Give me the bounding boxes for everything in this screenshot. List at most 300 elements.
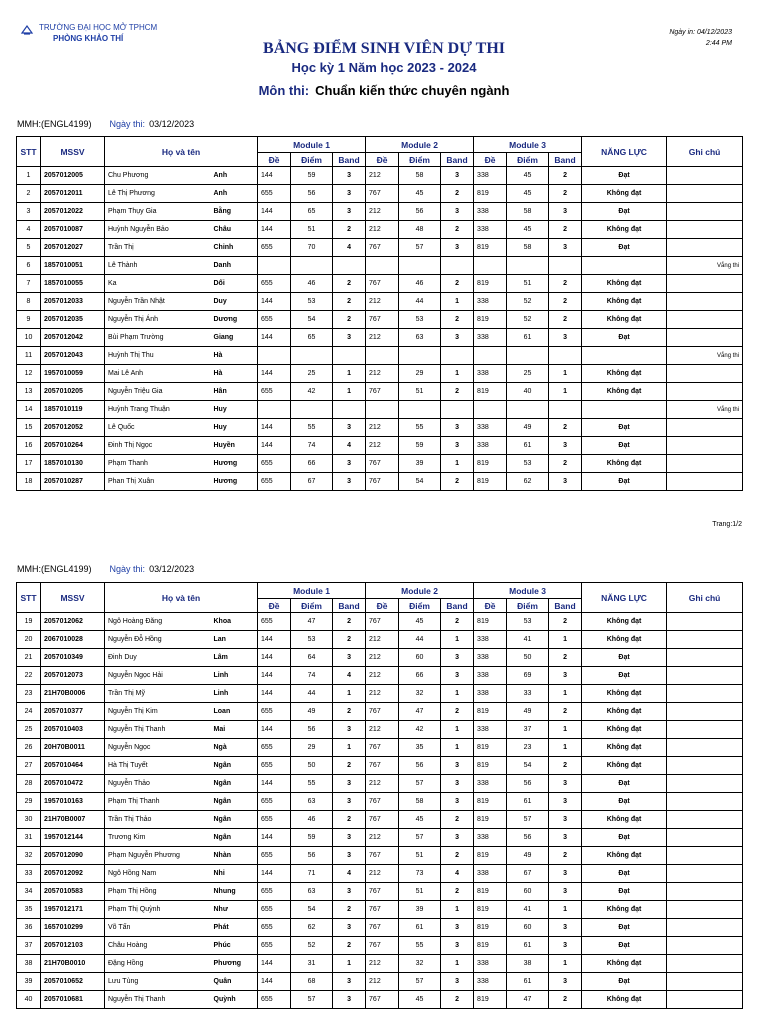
nang-luc-cell: Không đạt xyxy=(582,703,667,721)
table-row xyxy=(17,721,743,739)
m2-de-cell: 212 xyxy=(366,419,399,437)
m1-de-cell: 144 xyxy=(258,329,291,347)
course-code: MMH:(ENGL4199) xyxy=(17,564,92,574)
stt-cell: 31 xyxy=(17,829,41,847)
m2-diem-cell: 73 xyxy=(399,865,441,883)
subject-line xyxy=(0,83,768,98)
m1-de-cell: 144 xyxy=(258,721,291,739)
ghi-chu-cell xyxy=(667,203,743,221)
m2-de-cell xyxy=(366,401,399,419)
m1-band-cell: 2 xyxy=(333,613,366,631)
m2-band-cell: 2 xyxy=(441,883,474,901)
m2-de-cell: 212 xyxy=(366,829,399,847)
m1-diem-cell: 46 xyxy=(291,275,333,293)
mssv-cell: 2057010349 xyxy=(41,649,105,667)
nang-luc-cell: Đạt xyxy=(582,793,667,811)
given-name-cell: Hà xyxy=(211,365,258,383)
header-module-1: Module 1 xyxy=(258,137,366,153)
m3-de-cell: 338 xyxy=(474,329,507,347)
header-diem: Điểm xyxy=(399,599,441,613)
ghi-chu-cell xyxy=(667,901,743,919)
surname-cell: Huỳnh Thị Thu xyxy=(105,347,211,365)
m3-de-cell xyxy=(474,257,507,275)
ghi-chu-cell xyxy=(667,383,743,401)
m1-band-cell: 2 xyxy=(333,757,366,775)
given-name-cell: Duy xyxy=(211,293,258,311)
m2-band-cell: 2 xyxy=(441,311,474,329)
m3-de-cell: 338 xyxy=(474,437,507,455)
table-row xyxy=(17,401,743,419)
m3-de-cell: 338 xyxy=(474,685,507,703)
m1-diem-cell: 74 xyxy=(291,667,333,685)
m3-diem-cell: 61 xyxy=(507,437,549,455)
m1-diem-cell xyxy=(291,347,333,365)
mssv-cell: 1957012171 xyxy=(41,901,105,919)
m1-diem-cell xyxy=(291,401,333,419)
stt-cell: 37 xyxy=(17,937,41,955)
m1-diem-cell: 31 xyxy=(291,955,333,973)
table-row xyxy=(17,883,743,901)
stt-cell: 35 xyxy=(17,901,41,919)
m3-de-cell: 338 xyxy=(474,167,507,185)
m3-band-cell: 2 xyxy=(549,221,582,239)
m2-diem-cell: 57 xyxy=(399,973,441,991)
given-name-cell: Hương xyxy=(211,473,258,491)
given-name-cell: Danh xyxy=(211,257,258,275)
m2-band-cell: 1 xyxy=(441,901,474,919)
m2-band-cell: 2 xyxy=(441,847,474,865)
m2-de-cell: 212 xyxy=(366,631,399,649)
surname-cell: Nguyễn Thảo xyxy=(105,775,211,793)
m1-diem-cell: 68 xyxy=(291,973,333,991)
surname-cell: Trần Thị Mỹ xyxy=(105,685,211,703)
m2-de-cell: 767 xyxy=(366,919,399,937)
stt-cell: 6 xyxy=(17,257,41,275)
m1-de-cell: 144 xyxy=(258,775,291,793)
m3-de-cell: 338 xyxy=(474,667,507,685)
given-name-cell: Hà xyxy=(211,347,258,365)
m2-de-cell: 212 xyxy=(366,293,399,311)
m1-band-cell: 1 xyxy=(333,955,366,973)
m2-de-cell: 767 xyxy=(366,383,399,401)
ghi-chu-cell xyxy=(667,293,743,311)
m3-band-cell: 3 xyxy=(549,437,582,455)
stt-cell: 9 xyxy=(17,311,41,329)
given-name-cell: Hân xyxy=(211,383,258,401)
m2-diem-cell: 45 xyxy=(399,991,441,1009)
m1-de-cell: 655 xyxy=(258,239,291,257)
ghi-chu-cell xyxy=(667,275,743,293)
m2-band-cell: 1 xyxy=(441,955,474,973)
m3-diem-cell: 37 xyxy=(507,721,549,739)
m3-band-cell: 3 xyxy=(549,811,582,829)
nang-luc-cell: Không đạt xyxy=(582,721,667,739)
m3-band-cell xyxy=(549,257,582,275)
m3-diem-cell: 61 xyxy=(507,937,549,955)
table-row xyxy=(17,991,743,1009)
m1-de-cell xyxy=(258,401,291,419)
m1-de-cell: 655 xyxy=(258,883,291,901)
stt-cell: 25 xyxy=(17,721,41,739)
stt-cell: 11 xyxy=(17,347,41,365)
m1-diem-cell: 70 xyxy=(291,239,333,257)
m2-diem-cell: 44 xyxy=(399,631,441,649)
m3-diem-cell xyxy=(507,347,549,365)
stt-cell: 12 xyxy=(17,365,41,383)
m1-diem-cell: 56 xyxy=(291,721,333,739)
stt-cell: 29 xyxy=(17,793,41,811)
m3-band-cell: 3 xyxy=(549,865,582,883)
m3-diem-cell: 52 xyxy=(507,293,549,311)
page-number: Trang:1/2 xyxy=(712,521,742,528)
given-name-cell: Khoa xyxy=(211,613,258,631)
stt-cell: 39 xyxy=(17,973,41,991)
mssv-cell: 2057010583 xyxy=(41,883,105,901)
m2-band-cell: 3 xyxy=(441,437,474,455)
stt-cell: 24 xyxy=(17,703,41,721)
m3-de-cell: 338 xyxy=(474,649,507,667)
table-row xyxy=(17,365,743,383)
m1-band-cell xyxy=(333,401,366,419)
surname-cell: Trương Kim xyxy=(105,829,211,847)
header-band: Band xyxy=(333,153,366,167)
m3-diem-cell: 49 xyxy=(507,419,549,437)
header-mssv: MSSV xyxy=(41,137,105,167)
m1-band-cell: 1 xyxy=(333,739,366,757)
m2-band-cell: 3 xyxy=(441,667,474,685)
m3-de-cell: 338 xyxy=(474,829,507,847)
nang-luc-cell: Không đạt xyxy=(582,739,667,757)
surname-cell: Hà Thị Tuyết xyxy=(105,757,211,775)
m2-de-cell: 212 xyxy=(366,973,399,991)
header-band: Band xyxy=(549,153,582,167)
m3-band-cell: 1 xyxy=(549,365,582,383)
m3-band-cell: 3 xyxy=(549,919,582,937)
m3-band-cell: 2 xyxy=(549,275,582,293)
header-de: Đề xyxy=(258,599,291,613)
nang-luc-cell: Đạt xyxy=(582,419,667,437)
m3-band-cell: 2 xyxy=(549,455,582,473)
ghi-chu-cell xyxy=(667,775,743,793)
m1-diem-cell: 55 xyxy=(291,419,333,437)
table-row xyxy=(17,185,743,203)
m2-band-cell: 4 xyxy=(441,865,474,883)
m2-diem-cell xyxy=(399,401,441,419)
m3-diem-cell: 56 xyxy=(507,829,549,847)
m1-band-cell: 4 xyxy=(333,667,366,685)
m2-de-cell: 212 xyxy=(366,667,399,685)
table-row xyxy=(17,437,743,455)
m3-de-cell: 819 xyxy=(474,919,507,937)
nang-luc-cell: Đạt xyxy=(582,649,667,667)
m1-de-cell: 655 xyxy=(258,757,291,775)
course-code: MMH:(ENGL4199) xyxy=(17,119,92,129)
m1-band-cell: 2 xyxy=(333,631,366,649)
table-row xyxy=(17,829,743,847)
stt-cell: 19 xyxy=(17,613,41,631)
header-band: Band xyxy=(441,599,474,613)
m3-band-cell: 2 xyxy=(549,311,582,329)
m2-diem-cell: 57 xyxy=(399,829,441,847)
mssv-cell: 2057012033 xyxy=(41,293,105,311)
surname-cell: Lưu Tùng xyxy=(105,973,211,991)
table-row xyxy=(17,167,743,185)
given-name-cell: Linh xyxy=(211,667,258,685)
m1-band-cell: 2 xyxy=(333,937,366,955)
m2-band-cell: 1 xyxy=(441,685,474,703)
stt-cell: 36 xyxy=(17,919,41,937)
m3-de-cell: 819 xyxy=(474,811,507,829)
m2-band-cell: 3 xyxy=(441,419,474,437)
m3-band-cell: 3 xyxy=(549,793,582,811)
ghi-chu-cell: Vắng thi xyxy=(667,257,743,275)
m2-band-cell: 3 xyxy=(441,649,474,667)
m2-diem-cell: 45 xyxy=(399,811,441,829)
m1-diem-cell: 56 xyxy=(291,185,333,203)
m3-band-cell: 3 xyxy=(549,203,582,221)
table-row xyxy=(17,667,743,685)
m2-band-cell: 1 xyxy=(441,455,474,473)
mssv-cell: 2057010403 xyxy=(41,721,105,739)
stt-cell: 20 xyxy=(17,631,41,649)
m3-band-cell: 3 xyxy=(549,775,582,793)
m1-band-cell: 4 xyxy=(333,437,366,455)
surname-cell: Phan Thị Xuân xyxy=(105,473,211,491)
m3-band-cell: 2 xyxy=(549,649,582,667)
m3-de-cell: 819 xyxy=(474,185,507,203)
mssv-cell: 1657010299 xyxy=(41,919,105,937)
m3-band-cell: 2 xyxy=(549,613,582,631)
table-row xyxy=(17,347,743,365)
table-row xyxy=(17,649,743,667)
m1-de-cell: 144 xyxy=(258,293,291,311)
m2-diem-cell: 58 xyxy=(399,167,441,185)
ghi-chu-cell xyxy=(667,793,743,811)
m2-de-cell: 212 xyxy=(366,365,399,383)
m1-de-cell: 144 xyxy=(258,649,291,667)
page-title: BẢNG ĐIỂM SINH VIÊN DỰ THI xyxy=(263,40,505,57)
table-row xyxy=(17,419,743,437)
m2-de-cell: 767 xyxy=(366,311,399,329)
m3-band-cell: 3 xyxy=(549,883,582,901)
table-row xyxy=(17,775,743,793)
surname-cell: Phạm Thanh xyxy=(105,455,211,473)
surname-cell: Lê Thị Phương xyxy=(105,185,211,203)
mssv-cell: 2057012042 xyxy=(41,329,105,347)
m2-de-cell: 212 xyxy=(366,955,399,973)
given-name-cell: Ngân xyxy=(211,829,258,847)
ghi-chu-cell xyxy=(667,419,743,437)
m1-band-cell: 2 xyxy=(333,293,366,311)
m3-diem-cell: 52 xyxy=(507,311,549,329)
mssv-cell: 2057012090 xyxy=(41,847,105,865)
nang-luc-cell: Đạt xyxy=(582,437,667,455)
m1-diem-cell: 44 xyxy=(291,685,333,703)
m3-band-cell: 1 xyxy=(549,383,582,401)
m3-de-cell: 819 xyxy=(474,311,507,329)
surname-cell: Nguyễn Ngọc xyxy=(105,739,211,757)
m1-band-cell: 3 xyxy=(333,473,366,491)
m2-diem-cell: 39 xyxy=(399,901,441,919)
given-name-cell: Mai xyxy=(211,721,258,739)
ghi-chu-cell xyxy=(667,455,743,473)
m1-band-cell: 3 xyxy=(333,419,366,437)
m3-diem-cell: 25 xyxy=(507,365,549,383)
m3-diem-cell: 41 xyxy=(507,901,549,919)
m2-de-cell: 767 xyxy=(366,847,399,865)
m2-diem-cell: 63 xyxy=(399,329,441,347)
header-ghi-chu: Ghi chú xyxy=(667,583,743,613)
ghi-chu-cell xyxy=(667,667,743,685)
given-name-cell: Chinh xyxy=(211,239,258,257)
table-row xyxy=(17,739,743,757)
given-name-cell: Ngân xyxy=(211,757,258,775)
given-name-cell: Lâm xyxy=(211,649,258,667)
given-name-cell: Huy xyxy=(211,401,258,419)
m2-de-cell: 767 xyxy=(366,937,399,955)
mssv-cell: 21H70B0007 xyxy=(41,811,105,829)
ghi-chu-cell: Vắng thi xyxy=(667,401,743,419)
surname-cell: Võ Tấn xyxy=(105,919,211,937)
m3-diem-cell: 61 xyxy=(507,973,549,991)
nang-luc-cell: Không đạt xyxy=(582,757,667,775)
m1-band-cell: 2 xyxy=(333,811,366,829)
m3-de-cell: 338 xyxy=(474,631,507,649)
ghi-chu-cell xyxy=(667,721,743,739)
mssv-cell: 2057012011 xyxy=(41,185,105,203)
m3-de-cell: 819 xyxy=(474,473,507,491)
m3-band-cell: 1 xyxy=(549,721,582,739)
m3-diem-cell: 45 xyxy=(507,221,549,239)
header-ghi-chu: Ghi chú xyxy=(667,137,743,167)
m2-diem-cell: 57 xyxy=(399,239,441,257)
m2-diem-cell: 54 xyxy=(399,473,441,491)
exam-meta-1 xyxy=(17,119,194,129)
m1-band-cell: 2 xyxy=(333,221,366,239)
given-name-cell: Nhung xyxy=(211,883,258,901)
m2-band-cell: 3 xyxy=(441,793,474,811)
given-name-cell: Như xyxy=(211,901,258,919)
m2-band-cell: 3 xyxy=(441,919,474,937)
stt-cell: 21 xyxy=(17,649,41,667)
m1-diem-cell: 55 xyxy=(291,775,333,793)
ghi-chu-cell xyxy=(667,167,743,185)
m2-de-cell: 212 xyxy=(366,775,399,793)
m3-band-cell: 1 xyxy=(549,739,582,757)
m2-band-cell: 2 xyxy=(441,703,474,721)
surname-cell: Lê Quốc xyxy=(105,419,211,437)
stt-cell: 28 xyxy=(17,775,41,793)
m1-de-cell: 144 xyxy=(258,167,291,185)
ghi-chu-cell xyxy=(667,311,743,329)
m3-band-cell: 3 xyxy=(549,329,582,347)
surname-cell: Đinh Duy xyxy=(105,649,211,667)
surname-cell: Lê Thành xyxy=(105,257,211,275)
m2-diem-cell: 32 xyxy=(399,685,441,703)
stt-cell: 18 xyxy=(17,473,41,491)
m2-diem-cell: 42 xyxy=(399,721,441,739)
m3-diem-cell: 47 xyxy=(507,991,549,1009)
surname-cell: Phạm Thụy Gia xyxy=(105,203,211,221)
m1-band-cell: 1 xyxy=(333,685,366,703)
m2-band-cell: 1 xyxy=(441,721,474,739)
stt-cell: 7 xyxy=(17,275,41,293)
m1-diem-cell: 51 xyxy=(291,221,333,239)
m2-diem-cell: 48 xyxy=(399,221,441,239)
header-nang-luc: NĂNG LỰC xyxy=(582,583,667,613)
mssv-cell: 2057010087 xyxy=(41,221,105,239)
nang-luc-cell: Không đạt xyxy=(582,613,667,631)
header-diem: Điểm xyxy=(507,153,549,167)
m3-de-cell: 338 xyxy=(474,221,507,239)
m2-band-cell: 3 xyxy=(441,239,474,257)
m2-band-cell: 1 xyxy=(441,631,474,649)
m1-de-cell: 655 xyxy=(258,275,291,293)
header-band: Band xyxy=(333,599,366,613)
m3-de-cell: 338 xyxy=(474,203,507,221)
exam-date-label: Ngày thi: xyxy=(109,119,146,129)
m1-de-cell: 144 xyxy=(258,829,291,847)
m1-diem-cell: 74 xyxy=(291,437,333,455)
surname-cell: Mai Lê Anh xyxy=(105,365,211,383)
header-de: Đề xyxy=(366,599,399,613)
stt-cell: 30 xyxy=(17,811,41,829)
m3-diem-cell: 62 xyxy=(507,473,549,491)
ghi-chu-cell xyxy=(667,757,743,775)
given-name-cell: Phương xyxy=(211,955,258,973)
mssv-cell: 2057012043 xyxy=(41,347,105,365)
m3-diem-cell: 23 xyxy=(507,739,549,757)
surname-cell: Phạm Thị Quỳnh xyxy=(105,901,211,919)
score-table-page-1 xyxy=(16,136,743,491)
header-de: Đề xyxy=(474,153,507,167)
ghi-chu-cell xyxy=(667,329,743,347)
surname-cell: Đặng Hồng xyxy=(105,955,211,973)
m1-diem-cell: 54 xyxy=(291,311,333,329)
ghi-chu-cell xyxy=(667,685,743,703)
m1-diem-cell: 57 xyxy=(291,991,333,1009)
header-de: Đề xyxy=(258,153,291,167)
m1-diem-cell: 53 xyxy=(291,293,333,311)
table-row xyxy=(17,257,743,275)
m3-band-cell: 1 xyxy=(549,901,582,919)
m2-band-cell: 3 xyxy=(441,757,474,775)
m2-band-cell: 1 xyxy=(441,739,474,757)
header-band: Band xyxy=(441,153,474,167)
m3-band-cell: 3 xyxy=(549,667,582,685)
m3-de-cell xyxy=(474,401,507,419)
m1-de-cell: 144 xyxy=(258,865,291,883)
m2-diem-cell: 35 xyxy=(399,739,441,757)
m2-band-cell xyxy=(441,401,474,419)
stt-cell: 33 xyxy=(17,865,41,883)
m1-de-cell: 655 xyxy=(258,703,291,721)
m3-band-cell: 2 xyxy=(549,167,582,185)
stt-cell: 1 xyxy=(17,167,41,185)
m1-diem-cell: 50 xyxy=(291,757,333,775)
given-name-cell: Dối xyxy=(211,275,258,293)
nang-luc-cell: Không đạt xyxy=(582,365,667,383)
m3-diem-cell: 58 xyxy=(507,203,549,221)
m3-de-cell: 819 xyxy=(474,239,507,257)
surname-cell: Nguyễn Triệu Gia xyxy=(105,383,211,401)
header-module-3: Module 3 xyxy=(474,137,582,153)
m2-diem-cell: 51 xyxy=(399,847,441,865)
m2-band-cell: 2 xyxy=(441,991,474,1009)
header-diem: Điểm xyxy=(507,599,549,613)
ghi-chu-cell xyxy=(667,739,743,757)
table-row xyxy=(17,919,743,937)
